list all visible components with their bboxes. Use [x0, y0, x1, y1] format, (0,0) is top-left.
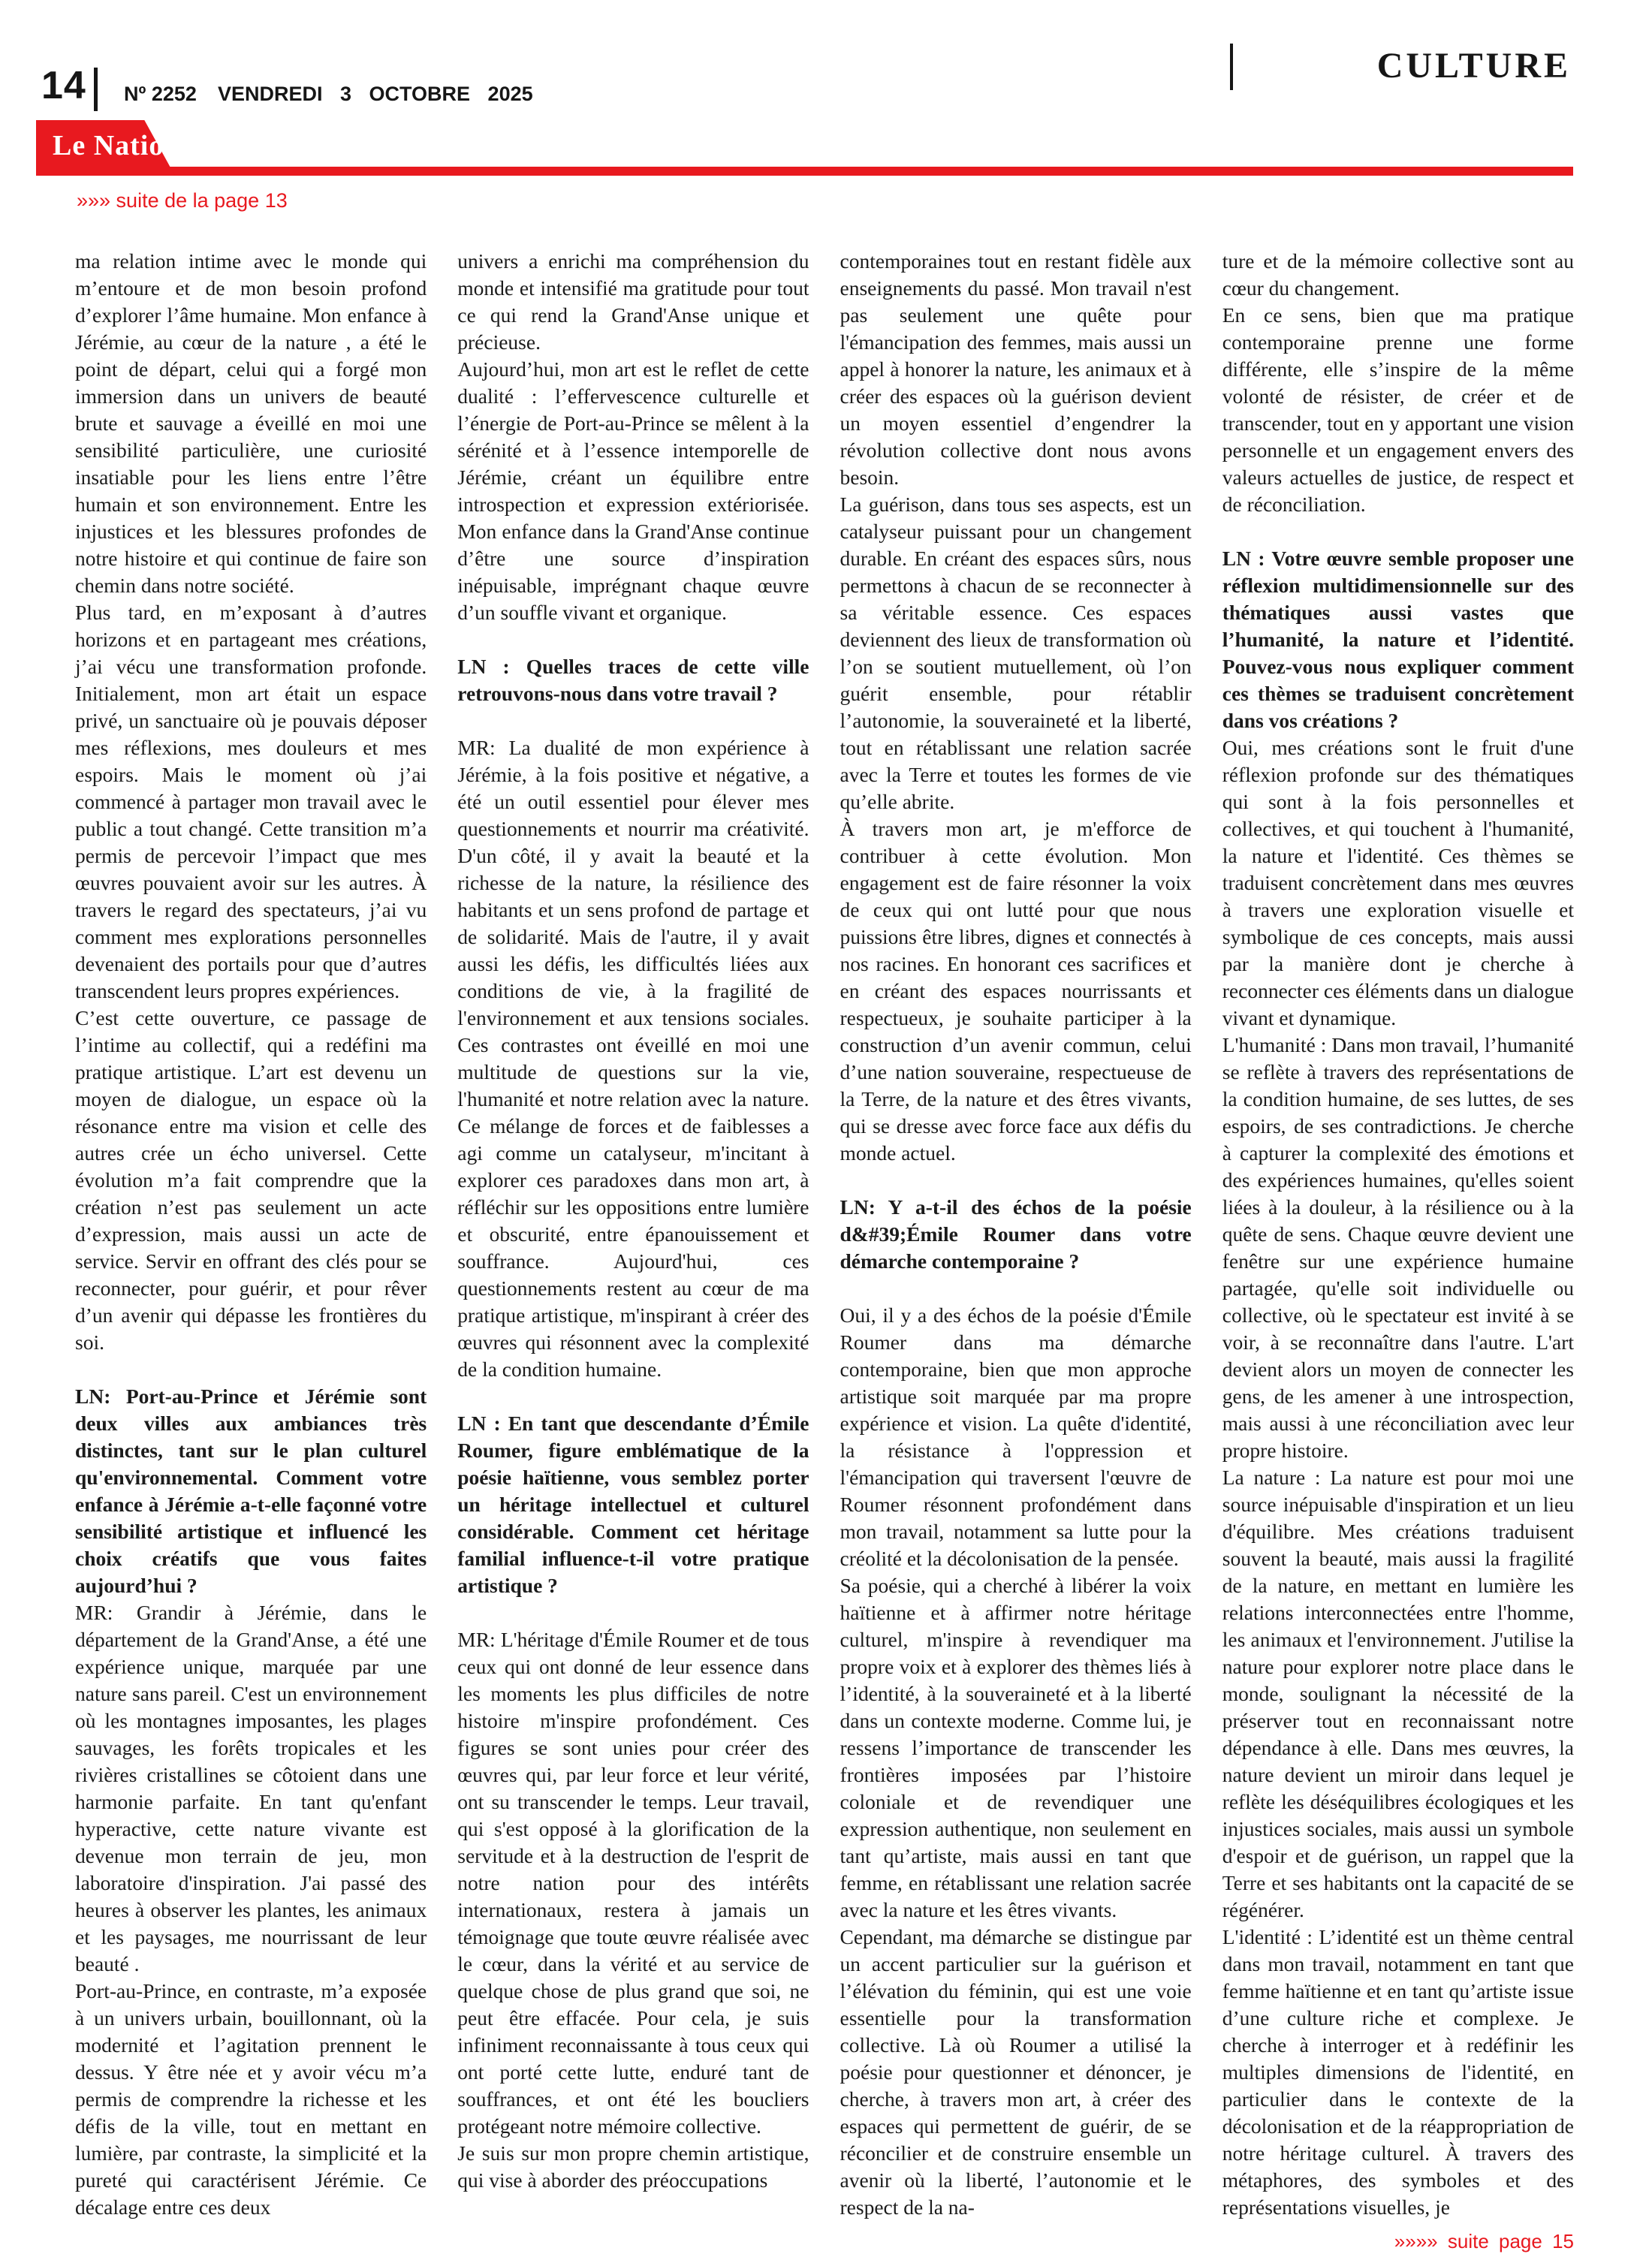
article-column-2 — [457, 248, 809, 2194]
article-columns — [75, 248, 1574, 2254]
article-paragraph: La guérison, dans tous ses aspects, est un catalyseur puissant pour un changement durable. En créant des espaces sûrs, nous permettons à chacun de se reconnecter à sa véritable essence. Ces espaces deviennent des lieux de transformation où l’on se soutient mutuellement, où l’on guérit ensemble, pour rétablir l’autonomie, la souveraineté et la liberté, tout en rétablissant une relation sacrée avec la Terre et toutes les formes de vie qu’elle abrite. — [840, 493, 1192, 813]
interview-question: LN : En tant que descendante d’Émile Roumer, figure emblématique de la poésie haïtienne, vous semblez porter un héritage intellectuel et culturel considérable. Comment cet héritage familial influence-t-il votre pratique artistique ? — [457, 1412, 809, 1597]
continuation-from-note: »»» suite de la page 13 — [77, 189, 288, 212]
article-paragraph: ma relation intime avec le monde qui m’entoure et de mon besoin profond d’explorer l’âme humaine. Mon enfance à Jérémie, au cœur de la nature , a été le point de départ, celui qui a forgé mon immersion dans un univers de beauté brute et sauvage a éveillé en moi une sensibilité particulière, une curiosité insatiable pour les liens entre l’être humain et son environnement. Entre les injustices et les blessures profondes de notre histoire et qui continue de faire son chemin dans notre société. — [75, 249, 427, 597]
article-column-4 — [1222, 248, 1574, 2254]
article-paragraph: Oui, il y a des échos de la poésie d'Émile Roumer dans ma démarche contemporaine, bien que mon approche artistique soit marquée par ma propre expérience et vision. La quête d'identité, la résistance à l'oppression et l'émancipation qui traversent l'œuvre de Roumer résonnent profondément dans mon travail, notamment sa lutte pour la créolité et la décolonisation de la pensée. — [840, 1303, 1192, 1570]
article-paragraph: Cependant, ma démarche se distingue par un accent particulier sur la guérison et l’élévation du féminin, qui est une voie essentielle pour la transformation collective. Là où Roumer a utilisé la poésie pour questionner et dénoncer, je cherche, à travers mon art, à créer des espaces qui permettent de guérir, de se réconcilier et de construire ensemble un avenir où la liberté, l’autonomie et le respect de la na- — [840, 1925, 1192, 2219]
article-paragraph: Je suis sur mon propre chemin artistique, qui vise à aborder des préoccupations — [457, 2141, 809, 2192]
article-paragraph: Plus tard, en m’exposant à d’autres horizons et en partageant mes créations, j’ai vécu une transformation profonde. Initialement, mon art était un espace privé, un sanctuaire où je pouvais déposer mes réflexions, mes douleurs et mes espoirs. Mais le moment où j’ai commencé à partager mon travail avec le public a tout changé. Cette transition m’a permis de percevoir l’impact que mes œuvres pouvaient avoir sur les autres. À travers le regard des spectateurs, j’ai vu comment mes explorations personnelles devenaient des portails pour que d’autres transcendent leurs propres expériences. — [75, 601, 427, 1002]
continuation-to-note: »»»» suite page 15 — [1394, 2230, 1574, 2252]
newspaper-title: Le National — [53, 130, 205, 161]
article-paragraph: ture et de la mémoire collective sont au cœur du changement. — [1222, 249, 1574, 300]
article-paragraph: MR: Grandir à Jérémie, dans le département de la Grand'Anse, a été une expérience unique, marquée par une nature sans pareil. C'est un environnement où les montagnes imposantes, les plages sauvages, les forêts tropicales et les rivières cristallines se côtoient dans une harmonie parfaite. En tant qu'enfant hyperactive, cette nature vivante est devenue mon terrain de jeu, mon laboratoire d'inspiration. J'ai passé des heures à observer les plantes, les animaux et les paysages, me nourrissant de leur beauté . — [75, 1601, 427, 1975]
article-paragraph: L'identité : L’identité est un thème central dans mon travail, notamment en tant que femme haïtienne et en tant qu’artiste issue d’une culture riche et complexe. Je cherche à interroger et à redéfinir les multiples dimensions de l'identité, en particulier dans le contexte de la décolonisation et de la réappropriation de notre héritage culturel. À travers des métaphores, des symboles et des représentations visuelles, je — [1222, 1925, 1574, 2219]
section-divider — [1230, 44, 1233, 90]
article-paragraph: C’est cette ouverture, ce passage de l’intime au collectif, qui a redéfini ma pratique artistique. L’art est devenu un moyen de dialogue, un espace où la résonance entre ma vision et celle des autres crée un écho universel. Cette évolution m’a fait comprendre que la création n’est pas seulement un acte d’expression, mais aussi un acte de service. Servir en offrant des clés pour se reconnecter, pour guérir, et pour rêver d’un avenir qui dépasse les frontières du soi. — [75, 1006, 427, 1354]
page-number: 14 — [41, 64, 86, 107]
article-paragraph: La nature : La nature est pour moi une source inépuisable d'inspiration et un lieu d'équilibre. Mes créations traduisent souvent la beauté, mais aussi la fragilité de la nature, en mettant en lumière les relations interconnectées entre l'homme, les animaux et l'environnement. J'utilise la nature pour explorer notre place dans le monde, soulignant la nécessité de la préserver tout en reconnaissant notre dépendance à elle. Dans mes œuvres, la nature devient un miroir dans lequel je reflète les déséquilibres écologiques et les injustices sociales, mais aussi un symbole d'espoir et de guérison, un rappel que la Terre et ses habitants ont la capacité de se régénérer. — [1222, 1466, 1574, 1921]
article-paragraph: MR: L'héritage d'Émile Roumer et de tous ceux qui ont donné de leur essence dans les moments les plus difficiles de notre histoire m'inspire profondément. Ces figures se sont unies pour créer des œuvres qui, par leur force et leur vérité, ont su transcender le temps. Leur travail, qui s'est opposé à la glorification de la servitude et à la destruction de l'esprit de notre nation pour des intérêts internationaux, restera à jamais un témoignage que toute œuvre réalisée avec le cœur, dans la vérité et au service de quelque chose de plus grand que soi, ne peut être effacée. Pour cela, je suis infiniment reconnaissante à tous ceux qui ont porté cette lutte, enduré tant de souffrances, et ont été les boucliers protégeant notre mémoire collective. — [457, 1628, 809, 2138]
article-paragraph: Port-au-Prince, en contraste, m’a exposée à un univers urbain, bouillonnant, où la modernité et l’agitation prennent le dessus. Y être née et y avoir vécu m’a permis de comprendre la richesse et les défis de la ville, tout en mettant en lumière, par contraste, la simplicité et la pureté qui caractérisent Jérémie. Ce décalage entre ces deux — [75, 1979, 427, 2219]
issue-number: Nº 2252 — [124, 83, 197, 105]
article-paragraph: MR: La dualité de mon expérience à Jérémie, à la fois positive et négative, a été un outil essentiel pour élever mes questionnements et nourrir ma créativité. D'un côté, il y avait la beauté et la richesse de la nature, la résilience des habitants et un sens profond de partage et de solidarité. Mais de l'autre, il y avait aussi les défis, les difficultés liées aux conditions de vie, à la fragilité de l'environnement et aux tensions sociales. Ces contrastes ont éveillé en moi une multitude de questions sur la vie, l'humanité et notre relation avec la nature. Ce mélange de forces et de faiblesses a agi comme un catalyseur, m'incitant à explorer ces paradoxes dans mon art, à réfléchir sur les oppositions entre lumière et obscurité, entre épanouissement et souffrance. Aujourd'hui, ces questionnements restent au cœur de ma pratique artistique, m'inspirant à créer des œuvres qui résonnent avec la complexité de la condition humaine. — [457, 736, 809, 1381]
interview-question: LN : Quelles traces de cette ville retrouvons-nous dans votre travail ? — [457, 655, 809, 705]
article-paragraph: Oui, mes créations sont le fruit d'une réflexion profonde sur des thématiques qui sont à la fois personnelles et collectives, et qui touchent à l'humanité, la nature et l'identité. Ces thèmes se traduisent concrètement dans mes œuvres à travers une exploration visuelle et symbolique de ces concepts, mais aussi par la manière dont je cherche à reconnecter ces éléments dans un dialogue vivant et dynamique. — [1222, 736, 1574, 1029]
article-column-1 — [75, 248, 427, 2221]
article-paragraph: Sa poésie, qui a cherché à libérer la voix haïtienne et à affirmer notre héritage culturel, m'inspire à revendiquer ma propre voix et à explorer des thèmes liés à l’identité, à la souveraineté et à la liberté dans un contexte moderne. Comme lui, je ressens l’importance de transcender les frontières imposées par l’histoire coloniale et de revendiquer une expression authentique, non seulement en tant qu’artiste, mais aussi en tant que femme, en rétablissant une relation sacrée avec la nature et les êtres vivants. — [840, 1574, 1192, 1921]
article-paragraph: En ce sens, bien que ma pratique contemporaine prenne une forme différente, elle s’inspire de la même volonté de résister, de créer et de transcender, tout en y apportant une vision personnelle et un engagement envers des valeurs actuelles de justice, de respect et de réconciliation. — [1222, 303, 1574, 516]
article-paragraph: L'humanité : Dans mon travail, l’humanité se reflète à travers des représentations de la condition humaine, de ses luttes, de ses espoirs, de ses contradictions. Je cherche à capturer la complexité des émotions et des expériences humaines, qu'elles soient liées à la douleur, à la résilience ou à la quête de sens. Chaque œuvre devient une fenêtre sur une expérience humaine partagée, qu'elle soit individuelle ou collective, où le spectateur est invité à se voir, à se reconnaître dans l'autre. L'art devient alors un moyen de connecter les gens, de les amener à une introspection, mais aussi à une réconciliation avec leur propre histoire. — [1222, 1033, 1574, 1462]
page-number-divider — [94, 68, 98, 111]
article-column-3 — [840, 248, 1192, 2221]
article-paragraph: Aujourd’hui, mon art est le reflet de cette dualité : l’effervescence culturelle et l’énergie de Port-au-Prince se mêlent à la sérénité et à l’essence intemporelle de Jérémie, créant un équilibre entre introspection et expression extériorisée. Mon enfance dans la Grand'Anse continue d’être une source d’inspiration inépuisable, imprégnant chaque œuvre d’un souffle vivant et organique. — [457, 357, 809, 624]
section-label: CULTURE — [1376, 46, 1571, 86]
interview-question: LN : Votre œuvre semble proposer une réflexion multidimensionnelle sur des thématiques aussi vastes que l’humanité, la nature et l’identité. Pouvez-vous nous expliquer comment ces thèmes se traduisent concrètement dans vos créations ? — [1222, 547, 1574, 732]
interview-question: LN: Y a-t-il des échos de la poésie d&#39;Émile Roumer dans votre démarche contemporaine ? — [840, 1195, 1192, 1273]
masthead-rule — [36, 167, 1573, 176]
edition-date: VENDREDI 3 OCTOBRE 2025 — [218, 83, 533, 105]
article-paragraph: univers a enrichi ma compréhension du monde et intensifié ma gratitude pour tout ce qui rend la Grand'Anse unique et précieuse. — [457, 249, 809, 354]
interview-question: LN: Port-au-Prince et Jérémie sont deux villes aux ambiances très distinctes, tant sur le plan culturel qu'environnemental. Comment votre enfance à Jérémie a-t-elle façonné votre sensibilité artistique et influencé les choix créatifs que vous faites aujourd’hui ? — [75, 1385, 427, 1597]
article-paragraph: contemporaines tout en restant fidèle aux enseignements du passé. Mon travail n'est pas seulement une quête pour l'émancipation des femmes, mais aussi un appel à honorer la nature, les animaux et à créer des espaces où la guérison devient un moyen essentiel d’engendrer la révolution collective dont nous avons besoin. — [840, 249, 1192, 489]
article-paragraph: À travers mon art, je m'efforce de contribuer à cette évolution. Mon engagement est de faire résonner la voix de ceux qui ont lutté pour que nous puissions être libres, dignes et connectés à nos racines. En honorant ces sacrifices et en créant des espaces nourrissants et respectueux, je souhaite participer à la construction d’un avenir commun, celui d’une nation souveraine, respectueuse de la Terre, de la nature et des êtres vivants, qui se dresse avec force face aux défis du monde actuel. — [840, 817, 1192, 1165]
